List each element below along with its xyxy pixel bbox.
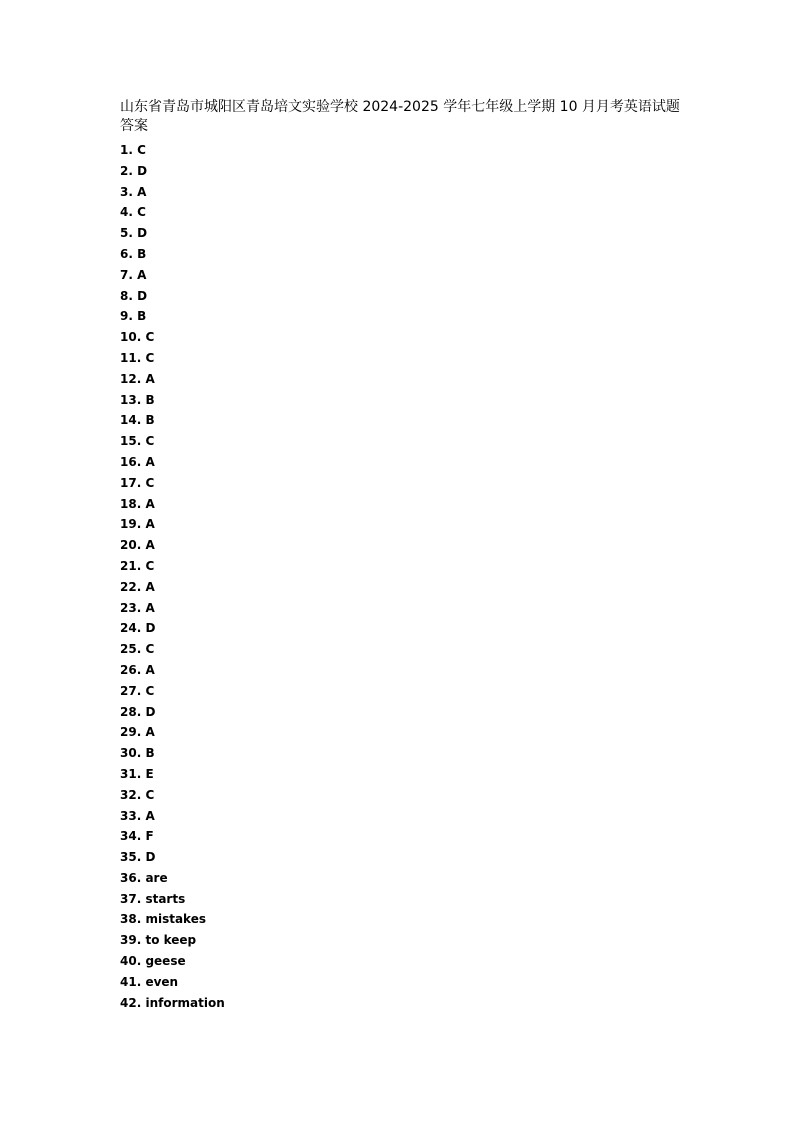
answer-number: 26 .: [120, 663, 145, 677]
answer-number: 28 .: [120, 705, 145, 719]
answer-text: geese: [145, 954, 186, 969]
answer-text: A: [145, 454, 155, 469]
answer-number: 33 .: [120, 809, 145, 823]
answer-text: A: [145, 517, 155, 532]
answer-number: 16 .: [120, 455, 145, 469]
answer-text: C: [145, 330, 155, 345]
answer-item: [120, 618, 225, 639]
answer-number: 30 .: [120, 746, 145, 760]
answer-number: 41 .: [120, 975, 145, 989]
answer-item: [120, 951, 225, 972]
answer-item: [120, 410, 225, 431]
answer-text: D: [137, 288, 148, 303]
answer-item: [120, 743, 225, 764]
answer-item: [120, 535, 225, 556]
answer-item: [120, 327, 225, 348]
answer-number: 23 .: [120, 601, 145, 615]
answer-item: [120, 806, 225, 827]
answer-item: [120, 369, 225, 390]
answer-item: [120, 431, 225, 452]
answer-item: [120, 930, 225, 951]
answer-item: [120, 182, 225, 203]
answer-number: 10 .: [120, 330, 145, 344]
answer-item: [120, 161, 225, 182]
answer-text: B: [137, 309, 147, 324]
answer-item: [120, 660, 225, 681]
answer-item: [120, 639, 225, 660]
answer-text: C: [145, 683, 155, 698]
answer-item: [120, 202, 225, 223]
answer-text: A: [137, 267, 147, 282]
answer-number: 17 .: [120, 476, 145, 490]
answer-text: D: [145, 621, 156, 636]
answer-text: A: [145, 600, 155, 615]
answer-item: [120, 514, 225, 535]
answer-item: [120, 993, 225, 1014]
answer-number: 1 .: [120, 143, 137, 157]
answer-text: A: [145, 808, 155, 823]
answer-number: 42 .: [120, 996, 145, 1010]
answer-text: A: [145, 662, 155, 677]
answer-text: C: [145, 787, 155, 802]
answer-text: D: [137, 226, 148, 241]
answer-text: to keep: [145, 933, 197, 948]
answer-number: 11 .: [120, 351, 145, 365]
answer-text: D: [145, 850, 156, 865]
answer-number: 2 .: [120, 164, 137, 178]
answer-item: [120, 577, 225, 598]
answer-number: 39 .: [120, 933, 145, 947]
answer-number: 5 .: [120, 226, 137, 240]
answer-number: 40 .: [120, 954, 145, 968]
answer-text: A: [137, 184, 147, 199]
answer-text: C: [145, 558, 155, 573]
answer-text: D: [137, 163, 148, 178]
answer-item: [120, 390, 225, 411]
answer-item: [120, 598, 225, 619]
answer-item: [120, 889, 225, 910]
answer-number: 27 .: [120, 684, 145, 698]
answer-item: [120, 348, 225, 369]
answer-text: A: [145, 538, 155, 553]
answer-item: [120, 909, 225, 930]
answer-item: [120, 722, 225, 743]
answer-number: 3 .: [120, 185, 137, 199]
answer-text: starts: [145, 891, 186, 906]
answer-number: 7 .: [120, 268, 137, 282]
answer-text: E: [145, 766, 154, 781]
answer-item: [120, 847, 225, 868]
answer-text: A: [145, 371, 155, 386]
answer-text: even: [145, 974, 179, 989]
answer-number: 12 .: [120, 372, 145, 386]
answer-text: are: [145, 870, 168, 885]
answer-number: 24 .: [120, 621, 145, 635]
answer-number: 20 .: [120, 538, 145, 552]
answer-number: 4 .: [120, 205, 137, 219]
answer-text: C: [137, 205, 146, 220]
answer-text: C: [145, 350, 155, 365]
answer-item: [120, 244, 225, 265]
answer-item: [120, 868, 225, 889]
answer-item: [120, 494, 225, 515]
answer-text: A: [145, 579, 155, 594]
answer-text: B: [137, 246, 147, 261]
answer-number: 13 .: [120, 393, 145, 407]
answer-number: 34 .: [120, 829, 145, 843]
answer-text: A: [145, 725, 155, 740]
answer-number: 36 .: [120, 871, 145, 885]
answer-text: A: [145, 496, 155, 511]
answer-text: B: [145, 392, 155, 407]
answer-number: 38 .: [120, 912, 145, 926]
answer-number: 37 .: [120, 892, 145, 906]
answer-item: [120, 681, 225, 702]
answer-item: [120, 785, 225, 806]
answer-item: [120, 556, 225, 577]
answer-text: B: [145, 413, 155, 428]
answer-number: 31 .: [120, 767, 145, 781]
answer-item: [120, 826, 225, 847]
answer-text: C: [145, 434, 155, 449]
answer-number: 29 .: [120, 725, 145, 739]
answer-text: B: [145, 746, 155, 761]
answer-number: 35 .: [120, 850, 145, 864]
answer-item: [120, 265, 225, 286]
answer-text: D: [145, 704, 156, 719]
answer-item: [120, 702, 225, 723]
answer-number: 19 .: [120, 517, 145, 531]
answer-item: [120, 764, 225, 785]
answer-item: [120, 452, 225, 473]
answer-number: 14 .: [120, 413, 145, 427]
answer-number: 9 .: [120, 309, 137, 323]
answer-list: [120, 140, 225, 1013]
answer-number: 18 .: [120, 497, 145, 511]
answer-item: [120, 972, 225, 993]
answer-text: information: [145, 995, 225, 1010]
answer-text: C: [137, 143, 146, 157]
answer-number: 21 .: [120, 559, 145, 573]
answer-number: 25 .: [120, 642, 145, 656]
answer-number: 22 .: [120, 580, 145, 594]
page-title: 山东省青岛市城阳区青岛培文实验学校 2024-2025 学年七年级上学期 10 月月考英语试题答案: [120, 99, 680, 134]
answer-item: [120, 140, 225, 161]
answer-number: 32 .: [120, 788, 145, 802]
answer-item: [120, 306, 225, 327]
answer-number: 8 .: [120, 289, 137, 303]
answer-item: [120, 223, 225, 244]
answer-text: C: [145, 475, 155, 490]
answer-number: 15 .: [120, 434, 145, 448]
answer-text: F: [145, 829, 154, 844]
answer-item: [120, 473, 225, 494]
answer-number: 6 .: [120, 247, 137, 261]
answer-item: [120, 286, 225, 307]
answer-text: C: [145, 642, 155, 657]
answer-text: mistakes: [145, 912, 206, 927]
